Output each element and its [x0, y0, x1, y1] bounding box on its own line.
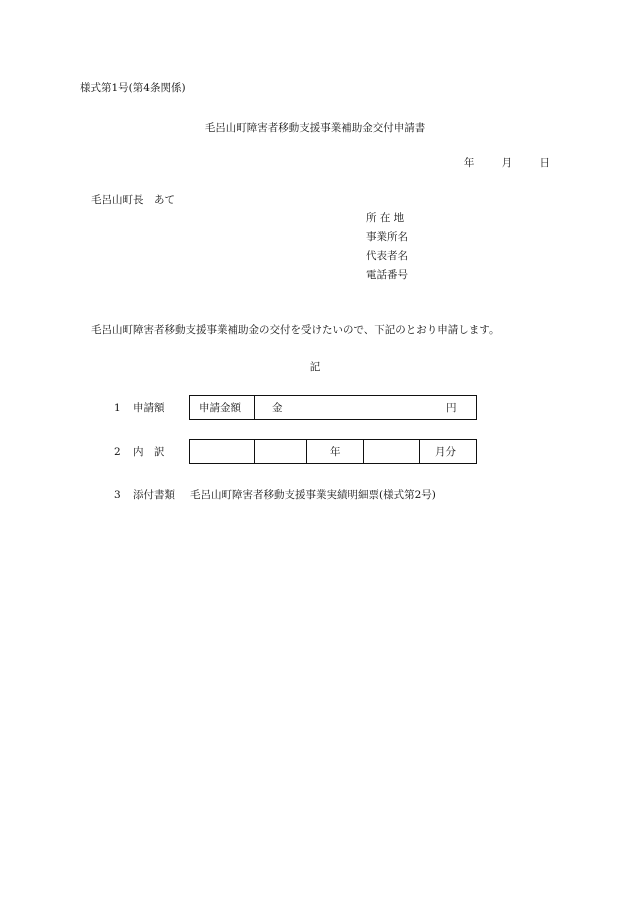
item2-label: 内 訳: [133, 446, 165, 458]
request-statement: 毛呂山町障害者移動支援事業補助金の交付を受けたいので、下記のとおり申請します。: [91, 324, 500, 336]
item1-label: 申請額: [133, 402, 165, 414]
ki-heading: 記: [309, 361, 321, 373]
form-number: 様式第1号(第4条関係): [80, 82, 186, 94]
addressee: 毛呂山町長 あて: [91, 194, 175, 206]
applicant-field-representative: 代表者名: [366, 250, 408, 262]
breakdown-cell-divider: [419, 440, 420, 463]
document-title: 毛呂山町障害者移動支援事業補助金交付申請書: [204, 122, 426, 134]
date-month-label: 月: [501, 157, 513, 169]
amount-field-label: 申請金額: [199, 402, 241, 414]
breakdown-year-label: 年: [330, 446, 341, 458]
applicant-field-phone: 電話番号: [366, 269, 408, 281]
breakdown-cell-divider: [306, 440, 307, 463]
item1-number: 1: [114, 402, 121, 414]
breakdown-month-label: 月分: [435, 446, 456, 458]
breakdown-cell-divider: [254, 440, 255, 463]
applicant-field-office-name: 事業所名: [366, 231, 408, 243]
amount-unit: 円: [446, 402, 457, 414]
applicant-info: [366, 212, 408, 288]
date-day-label: 日: [539, 157, 550, 169]
applicant-field-address: 所 在 地: [366, 212, 405, 224]
attached-document-name: 毛呂山町障害者移動支援事業実績明細票(様式第2号): [190, 489, 436, 501]
item3-label: 添付書類: [133, 489, 175, 501]
amount-cell-divider: [254, 396, 255, 419]
date-year-label: 年: [463, 157, 475, 169]
item2-number: 2: [114, 446, 121, 458]
application-amount-box: [189, 395, 477, 420]
amount-prefix: 金: [272, 402, 283, 414]
breakdown-table: [189, 439, 477, 464]
date-line: [440, 157, 550, 170]
item3-number: 3: [114, 489, 121, 501]
breakdown-cell-divider: [363, 440, 364, 463]
